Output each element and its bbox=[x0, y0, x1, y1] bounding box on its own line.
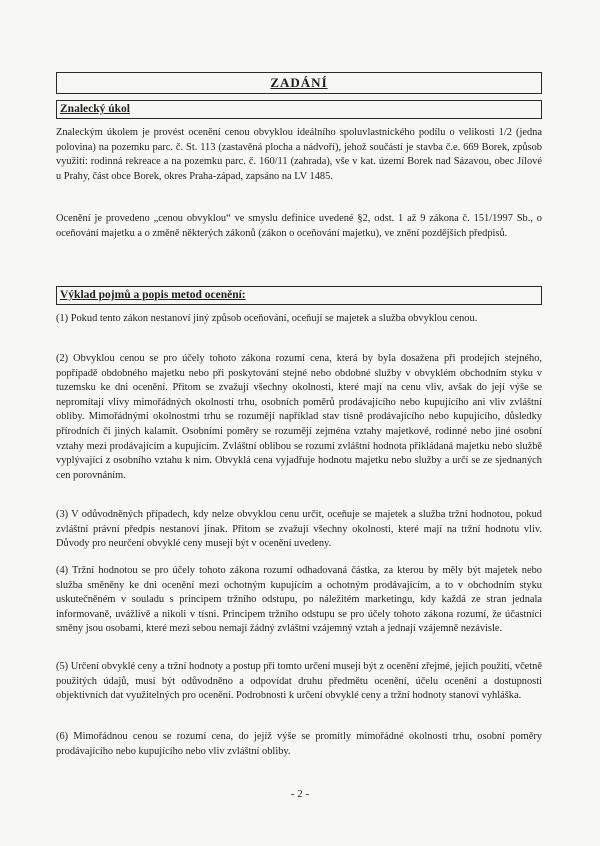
paragraph-task: Znaleckým úkolem je provést ocenění cenou obvyklou ideálního spoluvlastnického podílu o velikosti 1/2 (jedna polovina) na pozemku parc. č. St. 113 (zastavěná plocha a nádvoří), jehož součástí je stavba č.e. 669 Borek, způsob využití: rodinná rekreace a na pozemku parc. č. 160/11 (zahrada), vše v kat. území Borek nad Sázavou, obec Jílové u Prahy, část obce Borek, okres Praha-západ, zapsáno na LV 1485. bbox=[56, 127, 542, 182]
paragraph-1: (1) Pokud tento zákon nestanoví jiný způsob oceňování, oceňují se majetek a služba obvyklou cenou. bbox=[56, 313, 478, 324]
page-number: - 2 - bbox=[290, 788, 310, 800]
title-box bbox=[56, 72, 542, 94]
paragraph-6: (6) Mimořádnou cenou se rozumí cena, do jejíž výše se promítly mimořádné okolnosti trhu, osobní poměry prodávajícího nebo kupujícího nebo vliv zvláštní obliby. bbox=[56, 731, 542, 757]
section-heading-vyklad-pojmu: Výklad pojmů a popis metod ocenění: bbox=[60, 289, 246, 301]
paragraph-2: (2) Obvyklou cenou se pro účely tohoto zákona rozumí cena, která by byla dosažena při prodejích stejného, popřípadě obdobného majetku nebo při poskytování stejné nebo obdobné služby v obvyklém obchodním styku v tuzemsku ke dni ocenění. Přitom se zvažují všechny okolnosti, které mají na cenu vliv, avšak do její výše se nepromítají vlivy mimořádných okolností trhu, osobních poměrů prodávajícího nebo kupujícího ani vliv zvláštní obliby. Mimořádnými okolnostmi trhu se rozumějí například stav tísně prodávajícího nebo kupujícího, důsledky přírodních či jiných kalamit. Osobními poměry se rozumějí zejména vztahy majetkové, rodinné nebo jiné osobní vztahy mezi prodávajícím a kupujícím. Zvláštní oblibou se rozumí zvláštní hodnota přikládaná majetku nebo službě vyplývající z osobního vztahu k nim. Obvyklá cena vyjadřuje hodnotu majetku nebo služby a určí se ze sjednaných cen porovnáním. bbox=[56, 353, 542, 481]
paragraph-valuation-basis: Ocenění je provedeno „cenou obvyklou“ ve smyslu definice uvedené §2, odst. 1 až 9 zákona č. 151/1997 Sb., o oceňování majetku a o změně některých zákonů (zákon o oceňování majetku), ve znění pozdějších předpisů. bbox=[56, 213, 542, 239]
page-title: ZADÁNÍ bbox=[270, 75, 328, 90]
paragraph-3: (3) V odůvodněných případech, kdy nelze obvyklou cenu určit, oceňuje se majetek a služba tržní hodnotou, pokud zvláštní právní předpis nestanoví jinak. Přitom se zvažují všechny okolnosti, které mají na tržní hodnotu vliv. Důvody pro neurčení obvyklé ceny musejí být v ocenění uvedeny. bbox=[56, 509, 542, 550]
section-heading-box bbox=[56, 100, 542, 119]
section-heading-box bbox=[56, 286, 542, 305]
paragraph-4: (4) Tržní hodnotou se pro účely tohoto zákona rozumí odhadovaná částka, za kterou by měly být majetek nebo služba směněny ke dni ocenění mezi ochotným kupujícím a ochotným prodávajícím, a to v obchodním styku uskutečněném v souladu s principem tržního odstupu, po náležitém marketingu, kdy každá ze stran jednala informovaně, uvážlivě a nikoli v tísni. Principem tržního odstupu se pro účely tohoto zákona rozumí, že účastníci směny jsou osobami, které mezi sebou nemají žádný zvláštní vzájemný vztah a jednají vzájemně nezávisle. bbox=[56, 565, 542, 635]
paragraph-5: (5) Určení obvyklé ceny a tržní hodnoty a postup při tomto určení musejí být z ocenění zřejmé, jejich použití, včetně použitých údajů, musí být odůvodněno a odpovídat druhu předmětu ocenění, účelu ocenění a dostupnosti objektivních dat využitelných pro ocenění. Podrobnosti k určení obvyklé ceny a tržní hodnoty stanoví vyhláška. bbox=[56, 661, 542, 702]
section-heading-znalecky-ukol: Znalecký úkol bbox=[60, 103, 130, 115]
